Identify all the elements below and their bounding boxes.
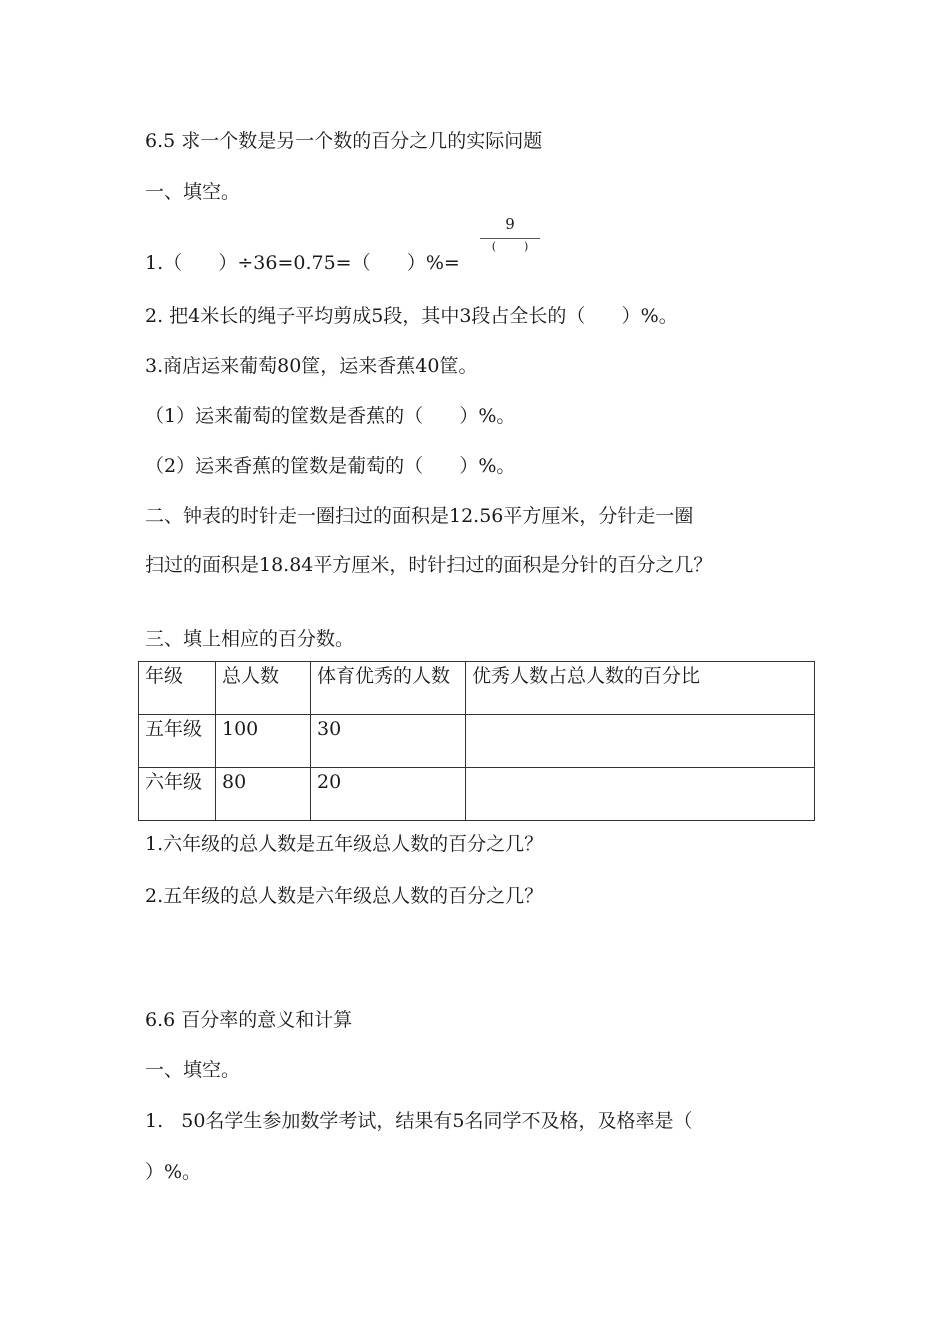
part-3-heading: 三、填上相应的百分数。 [145, 628, 355, 650]
table-header-cell: 优秀人数占总人数的百分比 [466, 662, 815, 715]
table-cell-answer [466, 715, 815, 768]
fraction [480, 214, 540, 264]
section-title: 6.5 求一个数是另一个数的百分之几的实际问题 [145, 130, 543, 152]
table-cell: 六年级 [139, 768, 216, 821]
table-cell: 80 [216, 768, 311, 821]
followup-question-1: 1.六年级的总人数是五年级总人数的百分之几？ [145, 833, 544, 855]
table-cell-answer [466, 768, 815, 821]
section-2-title: 6.6 百分率的意义和计算 [145, 1009, 353, 1031]
section-2-question-1-line-2: ）%。 [145, 1161, 202, 1183]
section-2-question-1-line-1: 1. 50名学生参加数学考试，结果有5名同学不及格，及格率是（ [145, 1110, 693, 1132]
part-heading: 一、填空。 [145, 181, 241, 203]
fraction-numerator: 9 [505, 215, 515, 233]
table-row [139, 768, 815, 821]
fraction-denominator-blank: ( ) [491, 240, 529, 253]
section-2-part-heading: 一、填空。 [145, 1059, 241, 1081]
table-cell: 20 [311, 768, 466, 821]
table-cell: 30 [311, 715, 466, 768]
table-header-cell: 体育优秀的人数 [311, 662, 466, 715]
table-cell: 五年级 [139, 715, 216, 768]
table-row [139, 715, 815, 768]
table-header-row [139, 662, 815, 715]
question-1: 1.（ ）÷36=0.75=（ ）%= [145, 252, 460, 274]
followup-question-2: 2.五年级的总人数是六年级总人数的百分之几？ [145, 885, 544, 907]
question-2: 2. 把4米长的绳子平均剪成5段，其中3段占全长的（ ）%。 [145, 305, 678, 327]
table-header-cell: 年级 [139, 662, 216, 715]
question-3: 3.商店运来葡萄80筐，运来香蕉40筐。 [145, 355, 478, 377]
percentage-table [138, 661, 815, 821]
question-3-1: （1）运来葡萄的筐数是香蕉的（ ）%。 [145, 405, 516, 427]
table-header-cell: 总人数 [216, 662, 311, 715]
part-2-text-line-1: 二、钟表的时针走一圈扫过的面积是12.56平方厘米，分针走一圈 [145, 505, 694, 527]
question-3-2: （2）运来香蕉的筐数是葡萄的（ ）%。 [145, 455, 516, 477]
part-2-text-line-2: 扫过的面积是18.84平方厘米，时针扫过的面积是分针的百分之几？ [145, 554, 713, 576]
fraction-bar [480, 238, 540, 239]
table-cell: 100 [216, 715, 311, 768]
